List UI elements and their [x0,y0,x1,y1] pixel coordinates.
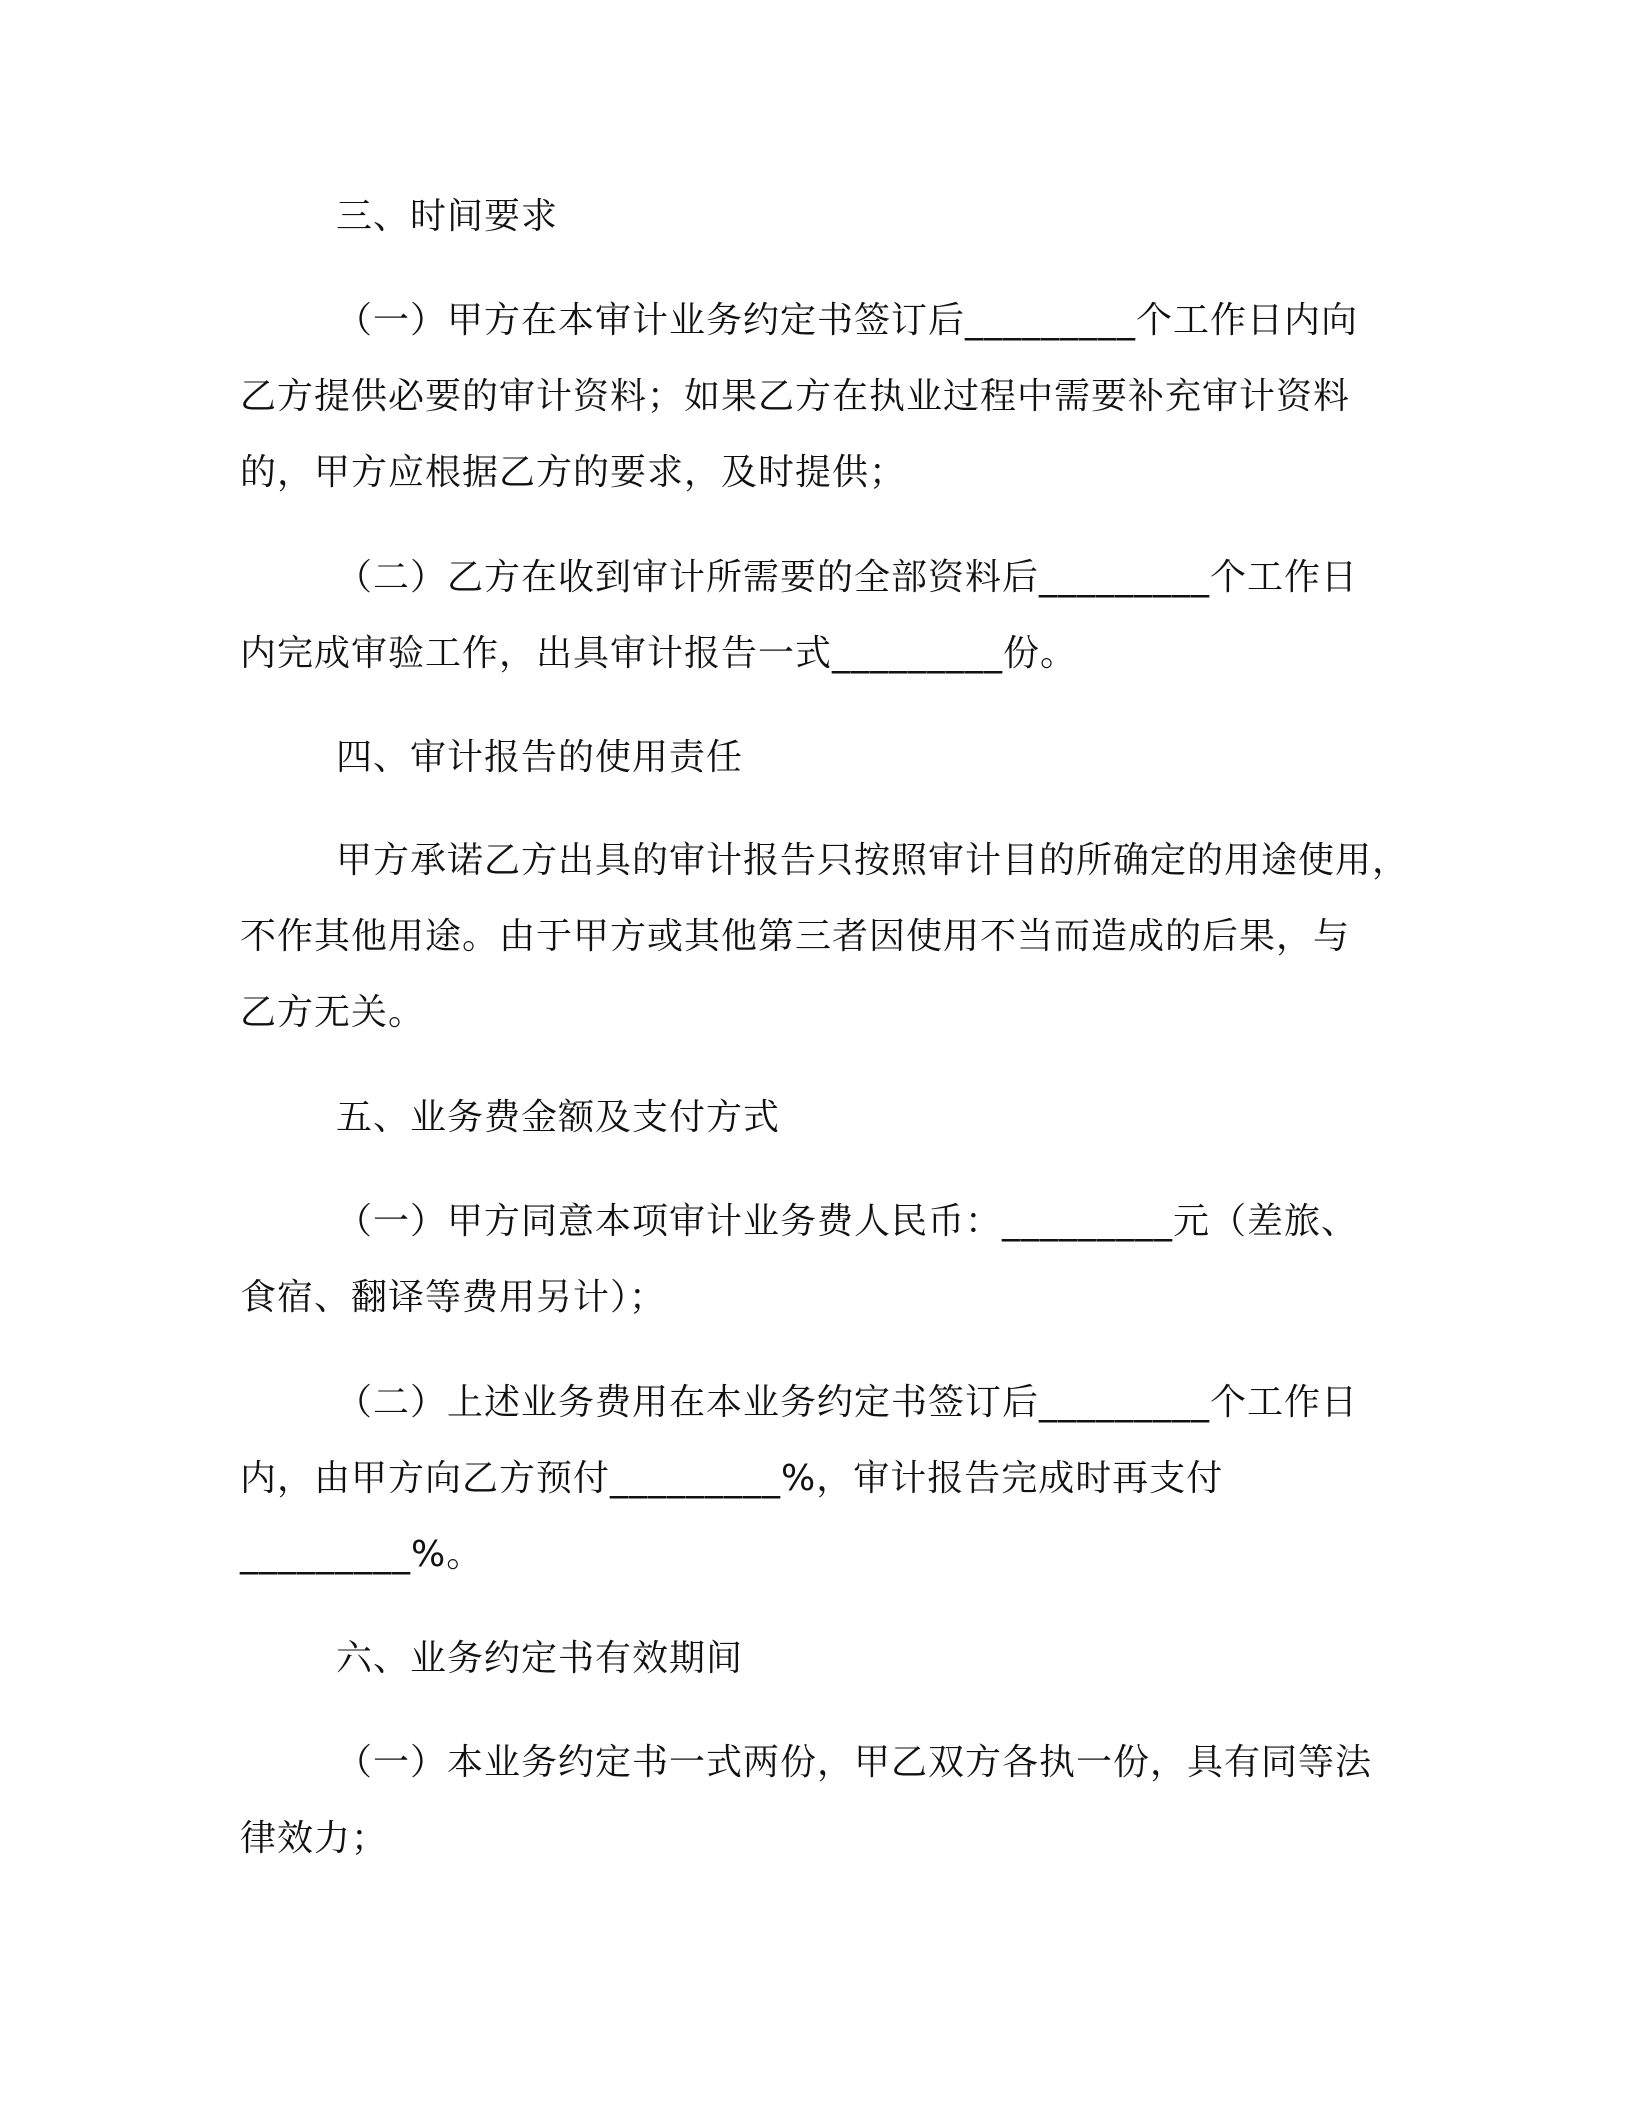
paragraph-line: 甲方承诺乙方出具的审计报告只按照审计目的所确定的用途使用， [336,840,1410,881]
paragraph-line: （一）甲方同意本项审计业务费人民币：_________元（差旅、 [336,1201,1359,1242]
paragraph-line: 的，甲方应根据乙方的要求，及时提供； [240,452,907,493]
paragraph-line: _________%。 [240,1534,484,1575]
paragraph-line: （二）上述业务费用在本业务约定书签订后_________个工作日 [336,1382,1359,1423]
section-heading-validity-period: 六、业务约定书有效期间 [336,1638,744,1679]
section-heading-fees-payment: 五、业务费金额及支付方式 [336,1097,781,1138]
paragraph-line: 内完成审验工作，出具审计报告一式_________份。 [240,633,1078,674]
paragraph-line: 食宿、翻译等费用另计）； [240,1277,667,1318]
section-heading-time-requirements: 三、时间要求 [336,196,559,237]
section-heading-report-usage: 四、审计报告的使用责任 [336,737,744,778]
paragraph-line: 乙方无关。 [240,992,426,1033]
paragraph-line: 乙方提供必要的审计资料；如果乙方在执业过程中需要补充审计资料 [240,376,1351,417]
paragraph-line: （一）本业务约定书一式两份，甲乙双方各执一份，具有同等法 [336,1742,1373,1783]
paragraph-line: （一）甲方在本审计业务约定书签订后_________个工作日内向 [336,300,1359,341]
paragraph-line: 律效力； [240,1818,389,1859]
paragraph-line: 内，由甲方向乙方预付_________%，审计报告完成时再支付 [240,1458,1224,1499]
paragraph-line: （二）乙方在收到审计所需要的全部资料后_________个工作日 [336,557,1359,598]
paragraph-line: 不作其他用途。由于甲方或其他第三者因使用不当而造成的后果，与 [240,916,1351,957]
